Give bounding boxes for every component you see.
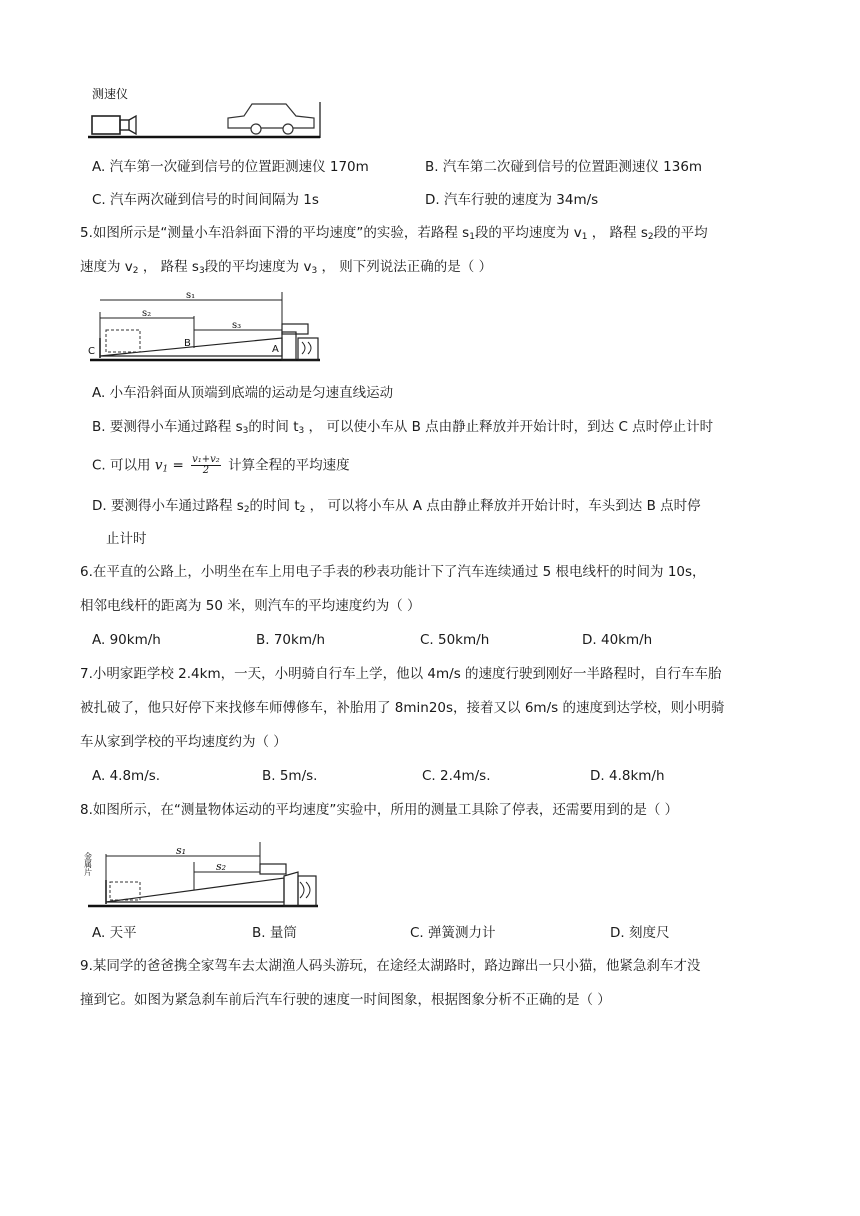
incline-figure-q8 xyxy=(84,832,324,912)
q8-option-a[interactable]: A. 天平 xyxy=(92,925,137,941)
q9-stem-line1: 9.某同学的爸爸携全家驾车去太湖渔人码头游玩，在途经太湖路时，路边蹿出一只小猫，他紧急刹车才没 xyxy=(80,958,701,974)
q5-label-s3: s₃ xyxy=(232,320,242,331)
q8-label-side: 金属片 xyxy=(84,852,93,876)
q6-option-c[interactable]: C. 50km/h xyxy=(420,632,490,648)
q6-stem-line1: 6.在平直的公路上，小明坐在车上用电子手表的秒表功能计下了汽车连续通过 5 根电线杆的时间为 10s， xyxy=(80,564,706,580)
q8-option-c[interactable]: C. 弹簧测力计 xyxy=(410,925,496,941)
q5-option-d-cont: 止计时 xyxy=(106,531,147,547)
q8-label-s1: s₁ xyxy=(176,844,187,857)
q7-option-c[interactable]: C. 2.4m/s. xyxy=(422,768,491,784)
q9-stem-line2: 撞到它。如图为紧急刹车前后汽车行驶的速度一时间图象，根据图象分析不正确的是（ ） xyxy=(80,992,611,1008)
q6-option-b[interactable]: B. 70km/h xyxy=(256,632,326,648)
q7-stem-line1: 7.小明家距学校 2.4km，一天，小明骑自行车上学，他以 4m/s 的速度行驶到刚好一半路程时，自行车车胎 xyxy=(80,666,722,682)
q7-option-a[interactable]: A. 4.8m/s. xyxy=(92,768,161,784)
q5-option-b[interactable]: B. 要测得小车通过路程 $s_3$的时间 $t_3$ ， 可以使小车从 B 点由静止释放并开始计时，到达 C 点时停止计时 xyxy=(92,419,714,436)
q5-label-b: B xyxy=(184,338,191,349)
q6-stem-line2: 相邻电线杆的距离为 50 米，则汽车的平均速度约为（ ） xyxy=(80,598,421,614)
q8-option-d[interactable]: D. 刻度尺 xyxy=(610,925,670,941)
q6-option-a[interactable]: A. 90km/h xyxy=(92,632,161,648)
q5-label-s2: s₂ xyxy=(142,308,152,319)
q7-stem-line3: 车从家到学校的平均速度约为（ ） xyxy=(80,734,287,750)
q4-option-b[interactable]: B. 汽车第二次碰到信号的位置距测速仪 136m xyxy=(425,159,703,175)
q8-label-s2: s₂ xyxy=(216,860,227,873)
q5-formula-fraction: $\frac{\text{v₁+v₂}}{2}$ xyxy=(192,454,220,476)
q7-stem-line2: 被扎破了，他只好停下来找修车师傅修车，补胎用了 8min20s，接着又以 6m/s 的速度到达学校，则小明骑 xyxy=(80,700,725,716)
q4-option-c[interactable]: C. 汽车两次碰到信号的时间间隔为 1s xyxy=(92,192,319,208)
q6-option-d[interactable]: D. 40km/h xyxy=(582,632,653,648)
q4-option-d[interactable]: D. 汽车行驶的速度为 34m/s xyxy=(425,192,599,208)
q7-option-d[interactable]: D. 4.8km/h xyxy=(590,768,665,784)
q5-label-a: A xyxy=(272,344,279,355)
q5-option-d[interactable]: D. 要测得小车通过路程 $s_2$的时间 $t_2$ ， 可以将小车从 A 点由静止释放并开始计时，车头到达 B 点时停 xyxy=(92,498,701,515)
q5-label-s1: s₁ xyxy=(186,290,196,301)
q5-stem-line2: 速度为 $v_2$ ， 路程 $s_3$段的平均速度为 $v_3$ ， 则下列说法正确的是（ ） xyxy=(80,259,493,276)
q5-option-c[interactable]: C. 可以用 $v_1$ = $\frac{\text{v₁+v₂}}{2}$ 计算全程的平均速度 xyxy=(92,454,350,476)
q7-option-b[interactable]: B. 5m/s. xyxy=(262,768,318,784)
q5-stem-line1: 5.如图所示是“测量小车沿斜面下滑的平均速度”的实验，若路程 $s_1$段的平均速度为 $v_1$ ， 路程 $s_2$段的平均 xyxy=(80,225,708,242)
q5-option-a[interactable]: A. 小车沿斜面从顶端到底端的运动是匀速直线运动 xyxy=(92,385,394,401)
q5-label-c: C xyxy=(88,346,95,357)
speedometer-car-figure xyxy=(86,82,326,142)
q4-option-a[interactable]: A. 汽车第一次碰到信号的位置距测速仪 170m xyxy=(92,159,369,175)
q5-formula-v: v xyxy=(154,457,163,474)
incline-figure-q5 xyxy=(86,288,326,368)
q8-stem: 8.如图所示，在“测量物体运动的平均速度”实验中，所用的测量工具除了停表，还需要用到的是（ ） xyxy=(80,802,679,818)
q8-option-b[interactable]: B. 量筒 xyxy=(252,925,297,941)
speedometer-label: 测速仪 xyxy=(92,87,129,101)
